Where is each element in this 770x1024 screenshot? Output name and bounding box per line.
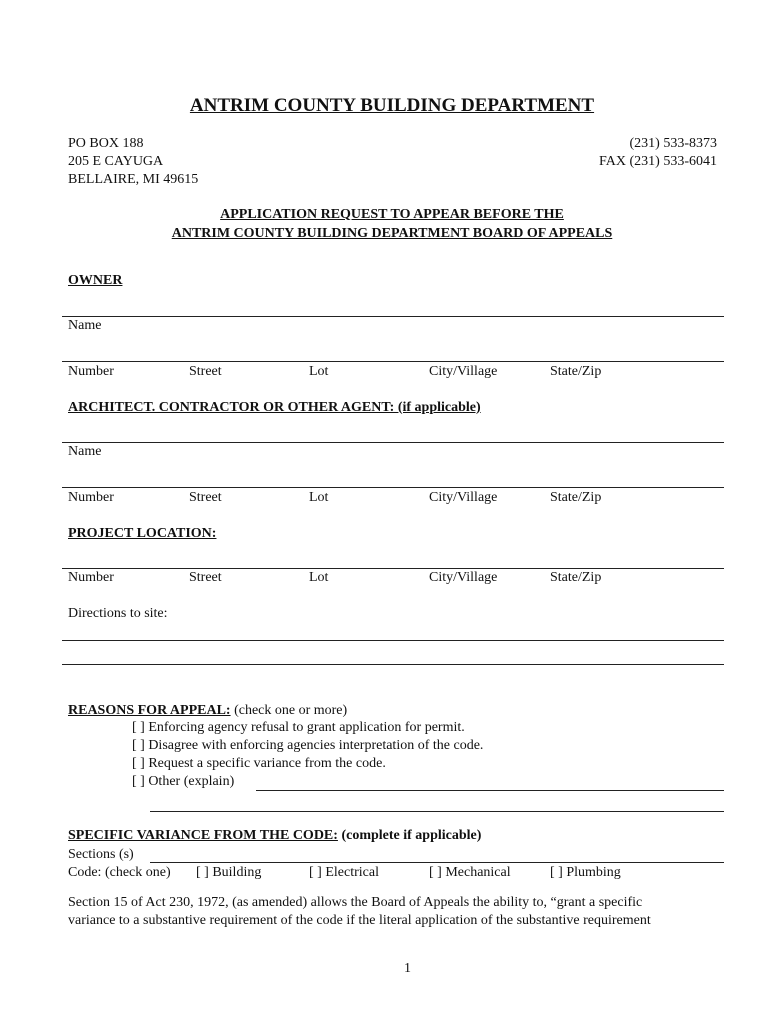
sections-label: Sections (s) (68, 847, 134, 862)
owner-number-label: Number (68, 364, 114, 379)
other-explain-line-2[interactable] (150, 811, 724, 812)
variance-heading: SPECIFIC VARIANCE FROM THE CODE: (68, 828, 338, 843)
owner-city-label: City/Village (429, 364, 498, 379)
agent-lot-label: Lot (309, 490, 329, 505)
sections-line[interactable] (150, 862, 724, 863)
owner-street-label: Street (189, 364, 222, 379)
owner-lot-label: Lot (309, 364, 329, 379)
owner-state-label: State/Zip (550, 364, 602, 379)
agent-address-line[interactable] (62, 487, 724, 488)
agent-street-label: Street (189, 490, 222, 505)
directions-line-2[interactable] (62, 664, 724, 665)
reasons-heading-line (68, 703, 347, 719)
body-text-line-1: Section 15 of Act 230, 1972, (as amended) allows the Board of Appeals the ability to, “grant a specific (68, 895, 643, 910)
agent-name-line[interactable] (62, 442, 724, 443)
owner-name-line[interactable] (62, 316, 724, 317)
code-option-plumbing[interactable]: [ ] Plumbing (550, 865, 621, 880)
fax-number: FAX (231) 533-6041 (599, 154, 717, 169)
project-city-label: City/Village (429, 570, 498, 585)
variance-heading-line (68, 828, 481, 844)
project-number-label: Number (68, 570, 114, 585)
reason-option-refusal[interactable]: [ ] Enforcing agency refusal to grant application for permit. (132, 720, 465, 735)
other-explain-line[interactable] (256, 790, 724, 791)
address-line-1: PO BOX 188 (68, 136, 144, 151)
reason-option-other[interactable]: [ ] Other (explain) (132, 774, 235, 789)
code-label: Code: (check one) (68, 865, 171, 880)
directions-line-1[interactable] (62, 640, 724, 641)
agent-city-label: City/Village (429, 490, 498, 505)
page-number: 1 (404, 961, 411, 976)
directions-label: Directions to site: (68, 606, 168, 621)
agent-number-label: Number (68, 490, 114, 505)
reasons-note: (check one or more) (230, 703, 348, 718)
phone-number: (231) 533-8373 (629, 136, 717, 151)
project-address-line[interactable] (62, 568, 724, 569)
code-option-building[interactable]: [ ] Building (196, 865, 262, 880)
code-option-mechanical[interactable]: [ ] Mechanical (429, 865, 511, 880)
owner-address-line[interactable] (62, 361, 724, 362)
owner-name-label: Name (68, 318, 102, 333)
project-state-label: State/Zip (550, 570, 602, 585)
address-line-2: 205 E CAYUGA (68, 154, 164, 169)
variance-note: (complete if applicable) (337, 828, 482, 843)
form-title-line-2: ANTRIM COUNTY BUILDING DEPARTMENT BOARD OF APPEALS (171, 226, 613, 241)
agent-heading: ARCHITECT. CONTRACTOR OR OTHER AGENT: (if applicable) (68, 400, 481, 415)
project-lot-label: Lot (309, 570, 329, 585)
owner-heading: OWNER (68, 273, 123, 288)
agent-name-label: Name (68, 444, 102, 459)
project-street-label: Street (189, 570, 222, 585)
body-text-line-2: variance to a substantive requirement of the code if the literal application of the substantive requirement (68, 913, 651, 928)
code-option-electrical[interactable]: [ ] Electrical (309, 865, 379, 880)
department-title: ANTRIM COUNTY BUILDING DEPARTMENT (189, 95, 595, 116)
form-title-line-1: APPLICATION REQUEST TO APPEAR BEFORE THE (220, 207, 564, 222)
reasons-heading: REASONS FOR APPEAL: (68, 703, 231, 718)
reason-option-disagree[interactable]: [ ] Disagree with enforcing agencies interpretation of the code. (132, 738, 484, 753)
address-line-3: BELLAIRE, MI 49615 (68, 172, 199, 187)
agent-state-label: State/Zip (550, 490, 602, 505)
project-location-heading: PROJECT LOCATION: (68, 526, 217, 541)
reason-option-variance[interactable]: [ ] Request a specific variance from the code. (132, 756, 386, 771)
